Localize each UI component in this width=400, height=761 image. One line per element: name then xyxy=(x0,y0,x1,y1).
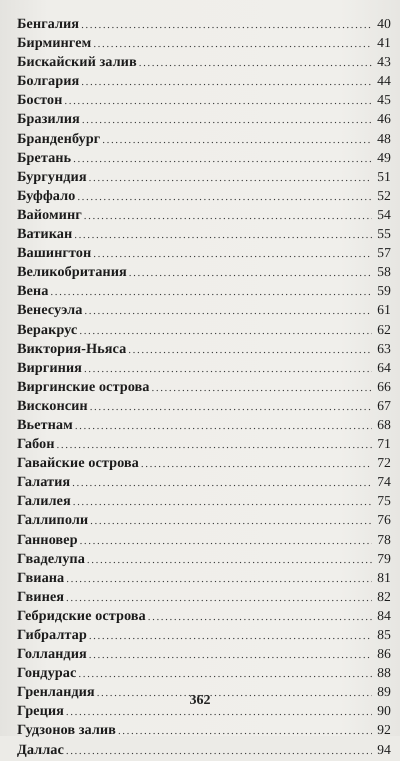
toc-entry-page: 55 xyxy=(377,226,392,242)
toc-entry-page: 74 xyxy=(377,474,392,490)
toc-entry-title: Галатия xyxy=(16,474,71,491)
toc-entry-title: Гвиана xyxy=(16,569,65,586)
toc-entry-page: 94 xyxy=(377,741,392,757)
toc-entry-title: Виргиния xyxy=(16,359,83,376)
toc-entry-title: Висконсин xyxy=(16,397,88,414)
toc-entry-title: Венесуэла xyxy=(16,302,83,319)
toc-entry-title: Буффало xyxy=(16,187,76,204)
toc-entry-page: 64 xyxy=(377,359,392,375)
toc-entry xyxy=(17,283,391,302)
dot-leader xyxy=(66,745,372,757)
dot-leader xyxy=(139,57,372,69)
toc-entry-title: Греция xyxy=(16,703,65,720)
toc-entry xyxy=(17,436,391,455)
toc-entry xyxy=(17,73,391,92)
toc-entry-page: 45 xyxy=(377,92,392,108)
toc-entry-page: 82 xyxy=(377,588,392,604)
dot-leader xyxy=(84,305,372,317)
toc-entry-title: Гваделупа xyxy=(16,550,86,567)
dot-leader xyxy=(93,38,372,50)
toc-entry-page: 76 xyxy=(377,512,392,528)
toc-entry xyxy=(17,264,391,283)
dot-leader xyxy=(72,477,372,489)
page-number: 362 xyxy=(189,693,211,708)
dot-leader xyxy=(151,382,372,394)
toc-entry-title: Бразилия xyxy=(16,111,81,128)
dot-leader xyxy=(84,363,372,375)
toc-entry-title: Бенгалия xyxy=(16,16,80,32)
toc-entry-page: 46 xyxy=(377,111,392,127)
toc-entry-page: 52 xyxy=(377,187,392,203)
toc-entry-title: Гебридские острова xyxy=(16,607,146,624)
dot-leader xyxy=(89,172,373,184)
toc-entry-page: 49 xyxy=(377,149,392,165)
toc-entry xyxy=(17,169,391,188)
dot-leader xyxy=(77,191,372,203)
toc-entry-title: Вьетнам xyxy=(16,416,74,433)
dot-leader xyxy=(90,515,372,527)
toc-entry-page: 61 xyxy=(377,302,392,318)
toc-entry-page: 86 xyxy=(377,646,392,662)
dot-leader xyxy=(89,630,372,642)
toc-entry-title: Вашингтон xyxy=(16,245,92,262)
toc-entry-title: Ганновер xyxy=(16,531,78,548)
toc-entry-page: 88 xyxy=(377,665,392,681)
toc-entry-page: 62 xyxy=(377,321,392,337)
toc-entry-page: 79 xyxy=(377,550,392,566)
toc-entry xyxy=(17,360,391,379)
toc-entry xyxy=(17,570,391,589)
toc-entry-page: 43 xyxy=(377,54,392,70)
toc-entry-title: Галилея xyxy=(16,493,71,510)
toc-entry-page: 48 xyxy=(377,130,392,146)
toc-entry-title: Гренландия xyxy=(16,684,95,701)
toc-entry-title: Бранденбург xyxy=(16,130,101,147)
toc-entry xyxy=(17,207,391,226)
toc-entry xyxy=(17,608,391,627)
dot-leader xyxy=(89,649,372,661)
toc-entry-page: 51 xyxy=(377,168,392,184)
toc-entry-page: 57 xyxy=(377,245,392,261)
dot-leader xyxy=(74,229,372,241)
toc-entry-page: 90 xyxy=(377,703,392,719)
toc-entry xyxy=(17,54,391,73)
dot-leader xyxy=(66,573,372,585)
dot-leader xyxy=(73,496,372,508)
toc-entry-page: 75 xyxy=(377,493,392,509)
dot-leader xyxy=(75,420,372,432)
dot-leader xyxy=(81,76,372,88)
toc-entry xyxy=(17,111,391,130)
toc-entry-title: Бискайский залив xyxy=(16,54,137,71)
toc-entry-title: Виктория-Ньяса xyxy=(16,340,127,357)
toc-entry-title: Голландия xyxy=(16,646,87,663)
dot-leader xyxy=(50,286,372,298)
dot-leader xyxy=(78,668,372,680)
toc-entry xyxy=(17,379,391,398)
toc-entry xyxy=(17,551,391,570)
toc-entry-title: Великобритания xyxy=(16,264,127,281)
toc-entry-page: 58 xyxy=(377,264,392,280)
toc-entry-title: Гудзонов залив xyxy=(16,722,117,739)
toc-entry xyxy=(17,512,391,531)
toc-entry-page: 89 xyxy=(377,684,392,700)
toc-entry xyxy=(17,226,391,245)
toc-entry-title: Ватикан xyxy=(16,226,73,243)
toc-entry-page: 54 xyxy=(377,206,392,222)
toc-entry-title: Гондурас xyxy=(16,665,77,682)
toc-entry-title: Бретань xyxy=(16,149,72,166)
toc-entry xyxy=(17,398,391,417)
toc-entry-page: 41 xyxy=(377,35,392,51)
dot-leader xyxy=(90,401,372,413)
toc-entry xyxy=(17,131,391,150)
toc-entry xyxy=(17,341,391,360)
toc-entry-title: Гибралтар xyxy=(16,627,88,643)
toc-entry-title: Веракрус xyxy=(16,321,78,338)
toc-entry-page: 63 xyxy=(377,340,392,356)
toc-entry-page: 78 xyxy=(377,531,392,547)
toc-entry-title: Вайоминг xyxy=(16,206,82,223)
toc-entry xyxy=(17,455,391,474)
toc-entry xyxy=(17,532,391,551)
toc-entry xyxy=(17,722,391,741)
toc-entry-title: Гавайские острова xyxy=(16,455,140,472)
dot-leader xyxy=(81,19,372,31)
dot-leader xyxy=(79,325,372,337)
dot-leader xyxy=(73,153,372,165)
toc-entry-page: 71 xyxy=(377,436,392,452)
toc-entry-title: Галлиполи xyxy=(16,512,89,529)
toc-entry-page: 72 xyxy=(377,455,392,471)
toc-entry xyxy=(17,742,391,761)
dot-leader xyxy=(148,611,372,623)
toc-entry-page: 44 xyxy=(377,73,392,89)
dot-leader xyxy=(129,267,372,279)
toc-entry-page: 84 xyxy=(377,607,392,623)
dot-leader xyxy=(64,95,372,107)
dot-leader xyxy=(66,592,372,604)
dot-leader xyxy=(102,134,372,146)
toc-entry-page: 81 xyxy=(377,569,392,585)
toc-entry xyxy=(17,493,391,512)
toc-entry xyxy=(17,150,391,169)
toc-entry-title: Виргинские острова xyxy=(16,378,150,395)
dot-leader xyxy=(56,439,372,451)
toc-entry-page: 40 xyxy=(377,16,392,31)
toc-entry xyxy=(17,322,391,341)
dot-leader xyxy=(84,210,372,222)
toc-entry xyxy=(17,188,391,207)
toc-entry xyxy=(17,589,391,608)
toc-entry xyxy=(17,665,391,684)
table-of-contents xyxy=(17,16,391,761)
toc-entry-title: Бирмингем xyxy=(16,35,92,52)
toc-entry-page: 85 xyxy=(377,627,392,642)
toc-entry-title: Бургундия xyxy=(16,168,87,185)
toc-entry-page: 68 xyxy=(377,416,392,432)
dot-leader xyxy=(93,248,372,260)
toc-entry-title: Гвинея xyxy=(16,588,65,605)
toc-entry-title: Даллас xyxy=(16,741,65,758)
toc-entry-page: 92 xyxy=(377,722,392,738)
toc-entry xyxy=(17,474,391,493)
dot-leader xyxy=(82,114,372,126)
toc-entry xyxy=(17,646,391,665)
toc-entry xyxy=(17,302,391,321)
toc-entry-page: 67 xyxy=(377,397,392,413)
toc-entry xyxy=(17,417,391,436)
dot-leader xyxy=(128,344,372,356)
dot-leader xyxy=(80,535,373,547)
toc-entry xyxy=(17,16,391,35)
toc-entry xyxy=(17,92,391,111)
toc-entry xyxy=(17,35,391,54)
toc-entry-title: Болгария xyxy=(16,73,80,90)
toc-entry-page: 59 xyxy=(377,283,392,299)
toc-entry-page: 66 xyxy=(377,378,392,394)
toc-entry xyxy=(17,245,391,264)
dot-leader xyxy=(141,458,372,470)
toc-entry-title: Вена xyxy=(16,283,49,300)
toc-entry-title: Бостон xyxy=(16,92,63,109)
toc-entry-title: Габон xyxy=(16,436,55,453)
toc-entry xyxy=(17,627,391,646)
dot-leader xyxy=(87,554,372,566)
